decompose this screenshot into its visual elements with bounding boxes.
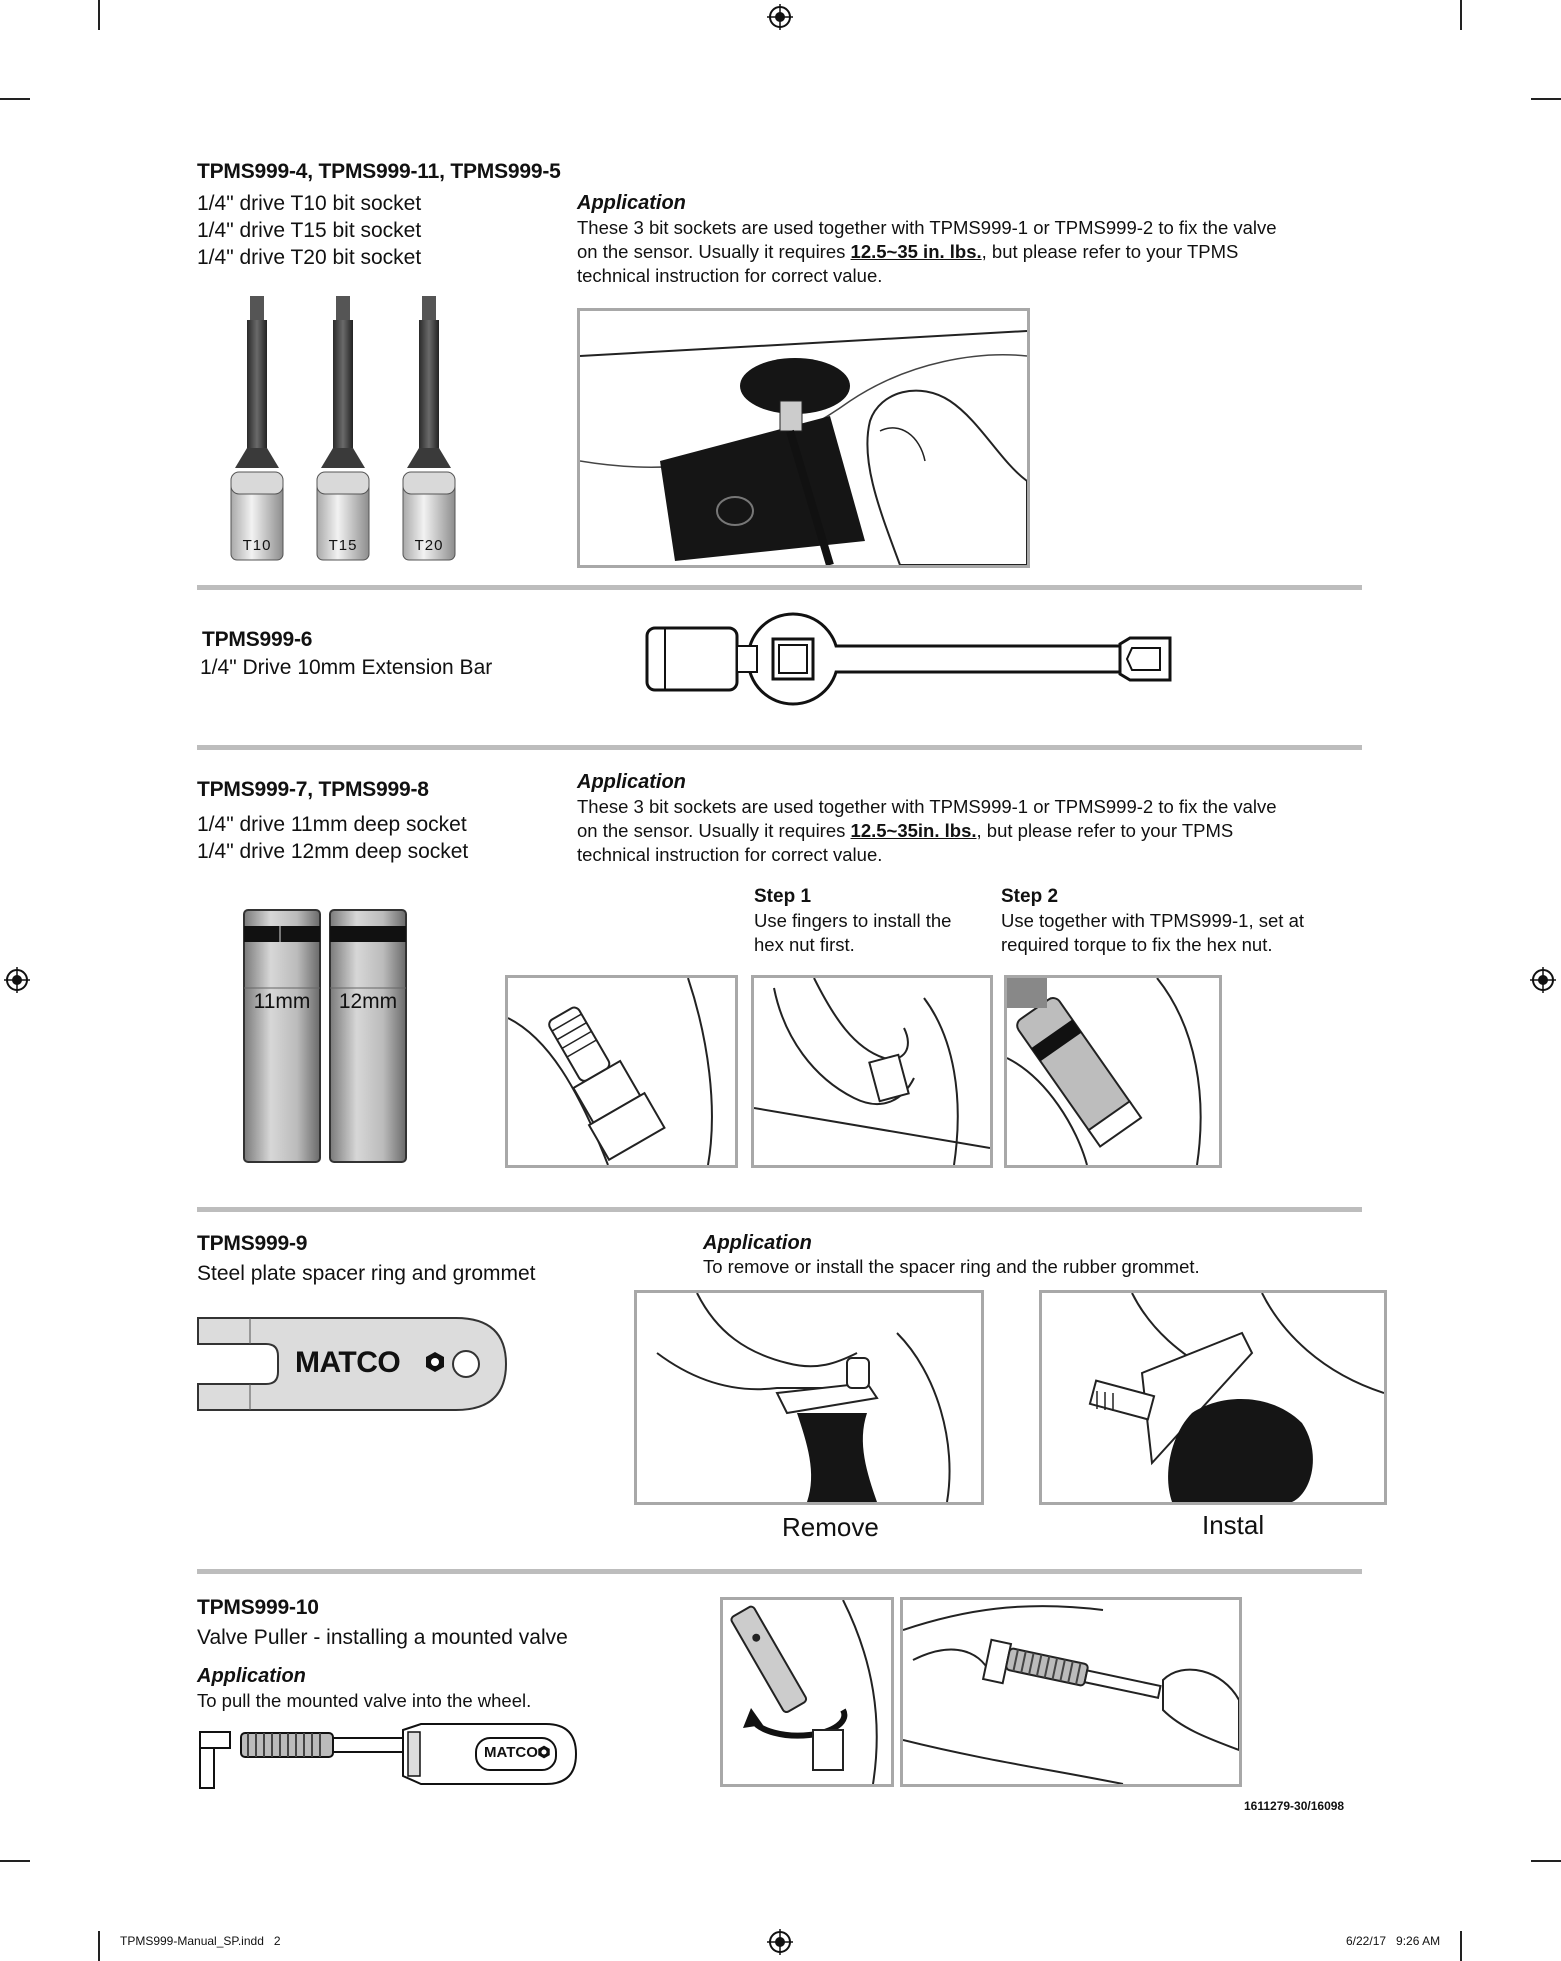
valve-puller-step2-illustration <box>900 1597 1242 1787</box>
registration-mark-icon <box>767 1929 793 1955</box>
section3-application-text: These 3 bit sockets are used together with TPMS999-1 or TPMS999-2 to fix the valve on the sensor. Usually it requires 12.5~35in. lbs., but please refer to your TPMS technical instruction for correct value. <box>577 796 1277 865</box>
bit-sockets-illustration <box>225 292 465 572</box>
step1-heading: Step 1 <box>754 886 812 907</box>
section3-item-list <box>197 811 468 865</box>
section2-item: 1/4" Drive 10mm Extension Bar <box>200 656 493 679</box>
section2-title: TPMS999-6 <box>202 628 313 651</box>
remove-caption: Remove <box>782 1512 879 1542</box>
list-item: 1/4" drive T15 bit socket <box>197 219 422 242</box>
list-item: 1/4" drive 12mm deep socket <box>197 840 469 863</box>
part-number: 1611279-30/16098 <box>1244 1799 1345 1813</box>
section3-application-heading: Application <box>577 771 686 793</box>
section1-application-heading: Application <box>577 192 686 214</box>
socket-label: T15 <box>328 537 358 554</box>
section1-application-text: These 3 bit sockets are used together with TPMS999-1 or TPMS999-2 to fix the valve on the sensor. Usually it requires 12.5~35 in. lbs., but please refer to your TPMS technical instruction for correct value. <box>577 217 1277 286</box>
section5-application-text: To pull the mounted valve into the wheel. <box>197 1690 532 1711</box>
socket-label: T20 <box>414 537 444 554</box>
section5-application-heading: Application <box>197 1665 306 1687</box>
footer-date: 6/22/17 9:26 AM <box>1346 1934 1441 1948</box>
section3-title: TPMS999-7, TPMS999-8 <box>197 778 429 801</box>
section1-title: TPMS999-4, TPMS999-11, TPMS999-5 <box>197 160 561 183</box>
section4-title: TPMS999-9 <box>197 1232 308 1255</box>
socket-label: T10 <box>242 537 272 554</box>
matco-logo: MATCO <box>484 1744 538 1761</box>
registration-mark-icon <box>767 4 793 30</box>
crop-mark <box>1460 0 1462 30</box>
registration-mark-icon <box>1530 967 1556 993</box>
list-item: 1/4" drive T10 bit socket <box>197 192 422 215</box>
section4-item: Steel plate spacer ring and grommet <box>197 1262 536 1285</box>
socket-label: 11mm <box>253 990 311 1013</box>
crop-mark <box>0 98 30 100</box>
deep-sockets-illustration <box>240 908 416 1166</box>
step1-text: Use fingers to install the hex nut first. <box>754 910 952 955</box>
crop-mark <box>0 1860 30 1862</box>
section5-title: TPMS999-10 <box>197 1596 319 1619</box>
section4-application-text: To remove or install the spacer ring and the rubber grommet. <box>703 1256 1200 1277</box>
matco-logo-icon <box>424 1351 446 1373</box>
section-divider <box>197 1569 1362 1574</box>
valve-puller-step1-illustration <box>720 1597 894 1787</box>
install-illustration <box>1039 1290 1387 1505</box>
section-divider <box>197 745 1362 750</box>
socket-label: 12mm <box>338 990 398 1013</box>
crop-mark <box>98 1931 100 1961</box>
crop-mark <box>1531 1860 1561 1862</box>
list-item: 1/4" drive T20 bit socket <box>197 246 422 269</box>
section1-item-list <box>197 190 421 271</box>
remove-illustration <box>634 1290 984 1505</box>
install-caption: Instal <box>1202 1510 1265 1540</box>
torque-value: 12.5~35in. lbs. <box>850 820 977 841</box>
matco-logo-icon <box>537 1745 551 1759</box>
crop-mark <box>1531 98 1561 100</box>
list-item: 1/4" drive 11mm deep socket <box>197 813 467 836</box>
step2-illustration <box>1004 975 1222 1168</box>
step2-heading: Step 2 <box>1001 886 1059 907</box>
section5-item: Valve Puller - installing a mounted valve <box>197 1626 568 1649</box>
valve-illustration <box>505 975 738 1168</box>
registration-mark-icon <box>4 967 30 993</box>
matco-logo: MATCO <box>295 1346 401 1379</box>
section-divider <box>197 585 1362 590</box>
step1-illustration <box>751 975 993 1168</box>
footer-file-name: TPMS999-Manual_SP.indd 2 <box>120 1934 281 1948</box>
section4-application-heading: Application <box>703 1232 812 1254</box>
torque-value: 12.5~35 in. lbs. <box>850 241 982 262</box>
step2-text: Use together with TPMS999-1, set at required torque to fix the hex nut. <box>1001 910 1305 955</box>
section-divider <box>197 1207 1362 1212</box>
sensor-install-illustration <box>577 308 1030 568</box>
crop-mark <box>1460 1931 1462 1961</box>
extension-bar-illustration <box>645 608 1175 708</box>
crop-mark <box>98 0 100 30</box>
